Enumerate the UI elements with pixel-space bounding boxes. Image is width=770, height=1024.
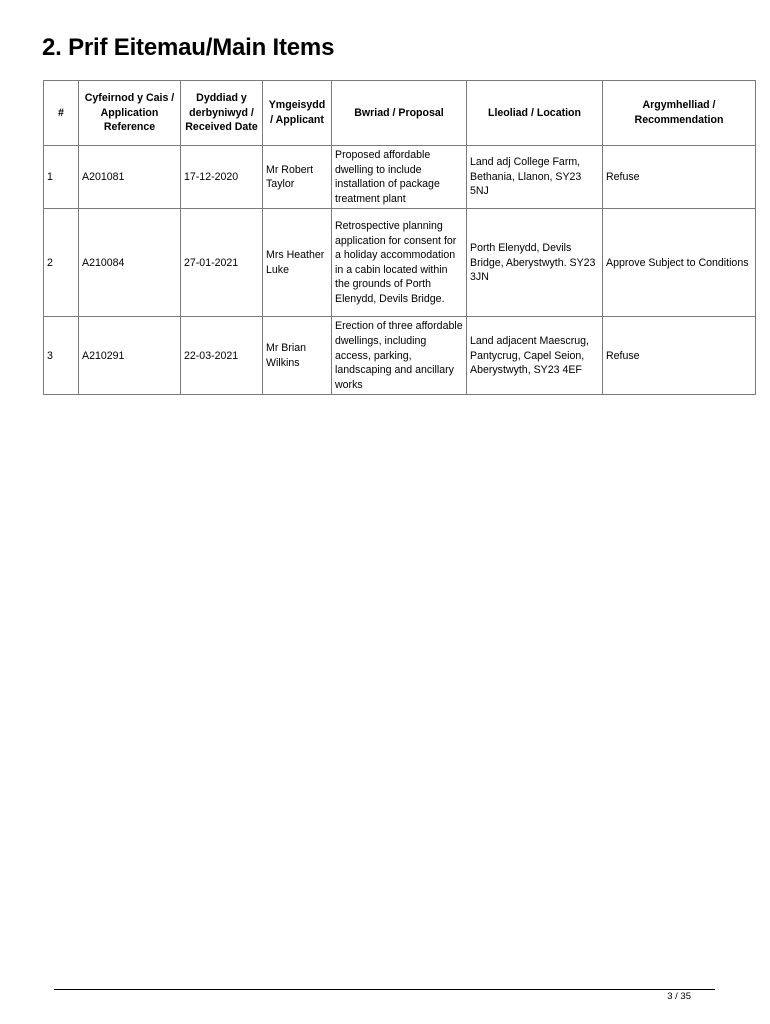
received-date: 17-12-2020 xyxy=(181,146,263,209)
column-header-location: Lleoliad / Location xyxy=(467,81,603,146)
recommendation: Approve Subject to Conditions xyxy=(603,209,756,317)
applicant: Mr Robert Taylor xyxy=(263,146,332,209)
application-reference: A210084 xyxy=(79,209,181,317)
application-reference: A210291 xyxy=(79,317,181,395)
table-header-row xyxy=(44,81,756,146)
recommendation: Refuse xyxy=(603,146,756,209)
column-header-applicant: Ymgeisydd / Applicant xyxy=(263,81,332,146)
location: Porth Elenydd, Devils Bridge, Aberystwyth. SY23 3JN xyxy=(467,209,603,317)
table-row xyxy=(44,317,756,395)
table-row xyxy=(44,146,756,209)
column-header-proposal: Bwriad / Proposal xyxy=(332,81,467,146)
row-number: 1 xyxy=(44,146,79,209)
table-row xyxy=(44,209,756,317)
row-number: 3 xyxy=(44,317,79,395)
location: Land adjacent Maescrug, Pantycrug, Capel Seion, Aberystwyth, SY23 4EF xyxy=(467,317,603,395)
page-number: 3 / 35 xyxy=(667,991,691,1002)
column-header-reference: Cyfeirnod y Cais / Application Reference xyxy=(79,81,181,146)
footer-divider xyxy=(54,989,715,990)
proposal: Retrospective planning application for consent for a holiday accommodation in a cabin located within the grounds of Porth Elenydd, Devils Bridge. xyxy=(332,209,467,317)
column-header-recommendation: Argymhelliad / Recommendation xyxy=(603,81,756,146)
received-date: 27-01-2021 xyxy=(181,209,263,317)
received-date: 22-03-2021 xyxy=(181,317,263,395)
applicant: Mrs Heather Luke xyxy=(263,209,332,317)
column-header-received-date: Dyddiad y derbyniwyd / Received Date xyxy=(181,81,263,146)
row-number: 2 xyxy=(44,209,79,317)
recommendation: Refuse xyxy=(603,317,756,395)
location: Land adj College Farm, Bethania, Llanon, SY23 5NJ xyxy=(467,146,603,209)
application-reference: A201081 xyxy=(79,146,181,209)
proposal: Erection of three affordable dwellings, including access, parking, landscaping and ancillary works xyxy=(332,317,467,395)
page-title: 2. Prif Eitemau/Main Items xyxy=(42,34,335,61)
proposal: Proposed affordable dwelling to include installation of package treatment plant xyxy=(332,146,467,209)
column-header-number: # xyxy=(44,81,79,146)
main-items-table xyxy=(43,80,756,395)
applicant: Mr Brian Wilkins xyxy=(263,317,332,395)
